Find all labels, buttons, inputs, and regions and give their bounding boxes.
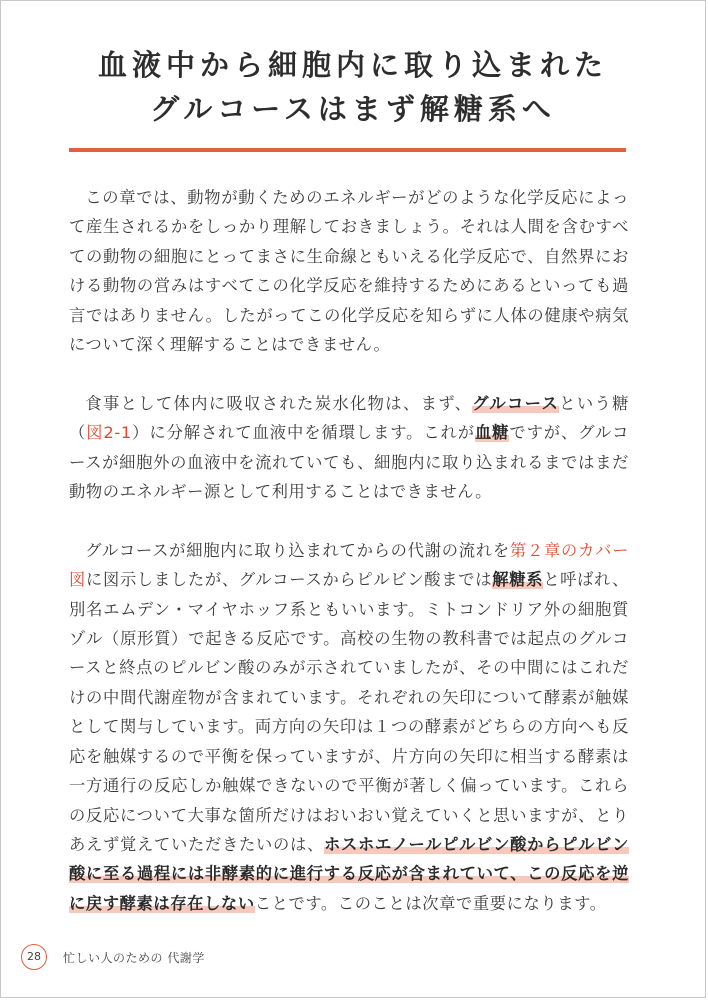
- article-body: [69, 183, 629, 918]
- page-title: [1, 43, 705, 131]
- chapter-2-cover-figure-reference[interactable]: 第２章のカバー図: [69, 540, 630, 590]
- figure-reference-2-1[interactable]: 図2-1: [86, 423, 132, 443]
- text-span: ことです。このことは次章で重要になります。: [254, 893, 607, 913]
- book-title: 忙しい人のための 代謝学: [63, 951, 205, 965]
- paragraph-1: [69, 183, 629, 359]
- paragraph-2: [69, 389, 629, 507]
- text-span: に図示しましたが、グルコースからピルビン酸までは: [85, 570, 493, 590]
- text-span: と呼ばれ、別名エムデン・マイヤホッフ系ともいいます。ミトコンドリア外の細胞質ゾル（原形質）で起きる反応です。高校の生物の教科書では起点のグルコースと終点のピルビン酸のみが示されていましたが、その中間にはこれだけの中間代謝産物が含まれています。それぞれの矢印について酵素が触媒として関与しています。両方向の矢印は１つの酵素がどちらの方向へも反応を触媒するので平衡を保っていますが、片方向の矢印に相当する酵素は一方通行の反応しか触媒できないので平衡が著しく偏っています。これらの反応について大事な箇所だけはおいおい覚えていくと思いますが、とりあえず覚えていただきたいのは、: [69, 570, 629, 854]
- text-span: グルコースが細胞内に取り込まれてからの代謝の流れを: [85, 540, 510, 560]
- paragraph-3: [69, 536, 629, 918]
- text-span: ）に分解されて血液中を循環します。これが: [131, 423, 475, 443]
- highlighted-key-statement: ホスホエノールピルビン酸からピルビン酸に至る過程には非酵素的に進行する反応が含まれていて、この反応を逆に戻す酵素は存在しない: [69, 834, 629, 913]
- title-line-2: グルコースはまず解糖系へ: [150, 92, 556, 126]
- text-span: ですが、グルコースが細胞外の血液中を流れていても、細胞内に取り込まれるまではまだ動物のエネルギー源として利用することはできません。: [69, 423, 630, 502]
- paragraph-1-text: この章では、動物が動くためのエネルギーがどのような化学反応によって産生されるかをしっかり理解しておきましょう。それは人間を含むすべての動物の細胞にとってまさに生命線ともいえる化学反応で、自然界における動物の営みはすべてこの化学反応を維持するためにあるといっても過言ではありません。したがってこの化学反応を知らずに人体の健康や病気について深く理解することはできません。: [69, 188, 629, 355]
- title-line-1: 血液中から細胞内に取り込まれた: [97, 48, 608, 82]
- text-span: 食事として体内に吸収された炭水化物は、まず、: [85, 393, 473, 413]
- keyword-glucose: グルコース: [472, 393, 560, 413]
- keyword-glycolysis: 解糖系: [492, 570, 544, 590]
- title-underline: [69, 148, 626, 152]
- text-span: という糖（: [69, 393, 629, 443]
- page-number: 28: [21, 944, 47, 970]
- keyword-blood-sugar: 血糖: [474, 423, 510, 443]
